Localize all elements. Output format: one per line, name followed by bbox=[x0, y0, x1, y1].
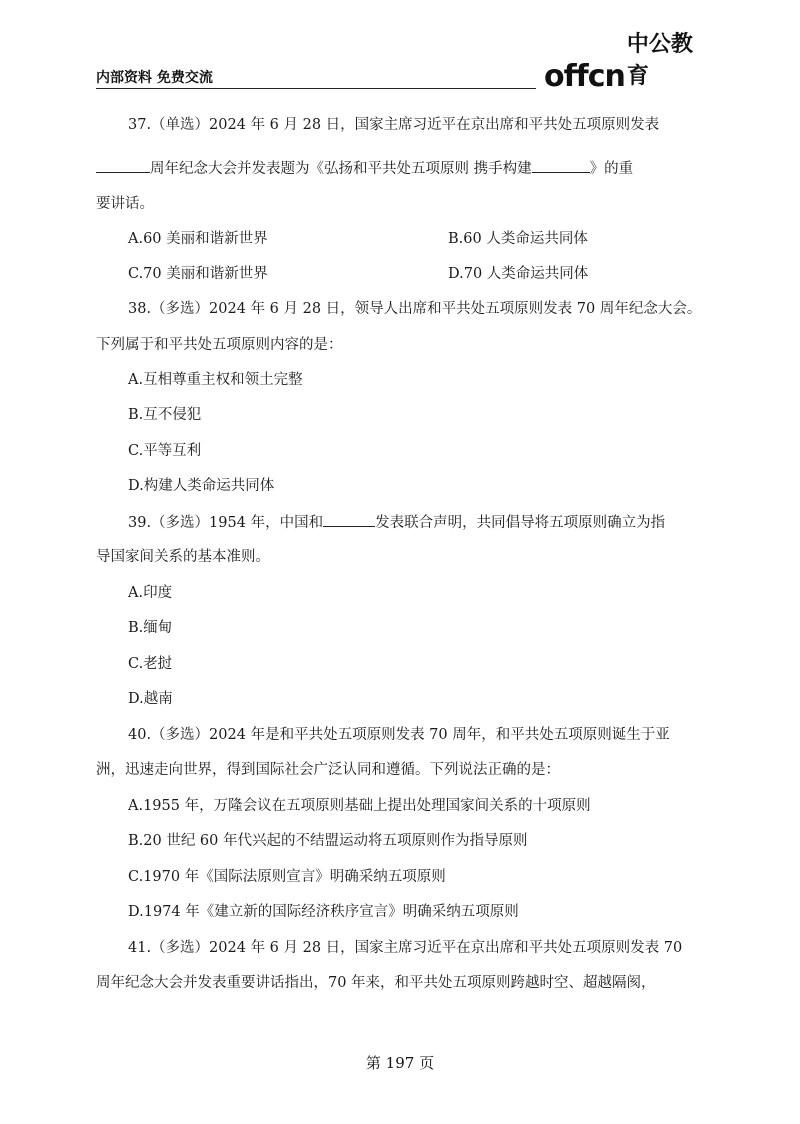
q39-line-1: 39.（多选）1954 年，中国和 发表联合声明，共同倡导将五项原则确立为指 bbox=[128, 512, 665, 533]
logo-en-text: offcn bbox=[544, 59, 625, 94]
q38-option-d: D.构建人类命运共同体 bbox=[128, 478, 275, 494]
q37-option-b: B.60 人类命运共同体 bbox=[448, 231, 588, 247]
q41-line-1: 41.（多选）2024 年 6 月 28 日，国家主席习近平在京出席和平共处五项原则发表 70 bbox=[128, 940, 683, 956]
q37-option-c: C.70 美丽和谐新世界 bbox=[128, 266, 268, 282]
q38-option-a: A.互相尊重主权和领土完整 bbox=[128, 372, 303, 388]
header-rule bbox=[96, 88, 536, 89]
q38-option-c: C.平等互利 bbox=[128, 443, 202, 459]
q38-line-1: 38.（多选）2024 年 6 月 28 日，领导人出席和平共处五项原则发表 70 周年纪念大会。 bbox=[128, 301, 702, 317]
page-number: 第 197 页 bbox=[365, 1054, 435, 1072]
q39-option-c: C.老挝 bbox=[128, 656, 173, 672]
q40-option-d: D.1974 年《建立新的国际经济秩序宣言》明确采纳五项原则 bbox=[128, 904, 519, 920]
header-note: 内部资料 免费交流 bbox=[96, 70, 213, 86]
q38-option-b: B.互不侵犯 bbox=[128, 407, 202, 423]
offcn-logo bbox=[544, 32, 706, 94]
answer-blank bbox=[96, 158, 150, 173]
q37-line-2: 周年纪念大会并发表题为《弘扬和平共处五项原则 携手构建 》的重 bbox=[96, 158, 633, 179]
q40-option-b: B.20 世纪 60 年代兴起的不结盟运动将五项原则作为指导原则 bbox=[128, 833, 528, 849]
answer-blank bbox=[532, 158, 590, 173]
q39-option-a: A.印度 bbox=[128, 585, 173, 601]
answer-blank bbox=[323, 512, 375, 527]
q40-option-c: C.1970 年《国际法原则宣言》明确采纳五项原则 bbox=[128, 869, 446, 885]
q38-line-2: 下列属于和平共处五项原则内容的是： bbox=[96, 337, 343, 353]
q37-option-d: D.70 人类命运共同体 bbox=[448, 266, 589, 282]
q39-line-2: 导国家间关系的基本准则。 bbox=[96, 549, 270, 565]
q40-line-2: 洲，迅速走向世界，得到国际社会广泛认同和遵循。下列说法正确的是： bbox=[96, 762, 560, 778]
q40-option-a: A.1955 年，万隆会议在五项原则基础上提出处理国家间关系的十项原则 bbox=[128, 798, 591, 814]
q37-option-a: A.60 美丽和谐新世界 bbox=[128, 231, 268, 247]
page-header bbox=[96, 32, 706, 95]
logo-cn-text: 中公教育 bbox=[626, 32, 693, 89]
q37-line-1: 37.（单选）2024 年 6 月 28 日，国家主席习近平在京出席和平共处五项原则发表 bbox=[128, 117, 660, 133]
q39-option-b: B.缅甸 bbox=[128, 620, 173, 636]
q40-line-1: 40.（多选）2024 年是和平共处五项原则发表 70 周年，和平共处五项原则诞生于亚 bbox=[128, 727, 670, 743]
q41-line-2: 周年纪念大会并发表重要讲话指出，70 年来，和平共处五项原则跨越时空、超越隔阂， bbox=[96, 975, 656, 991]
q37-line-3: 要讲话。 bbox=[96, 196, 154, 212]
q39-option-d: D.越南 bbox=[128, 691, 173, 707]
